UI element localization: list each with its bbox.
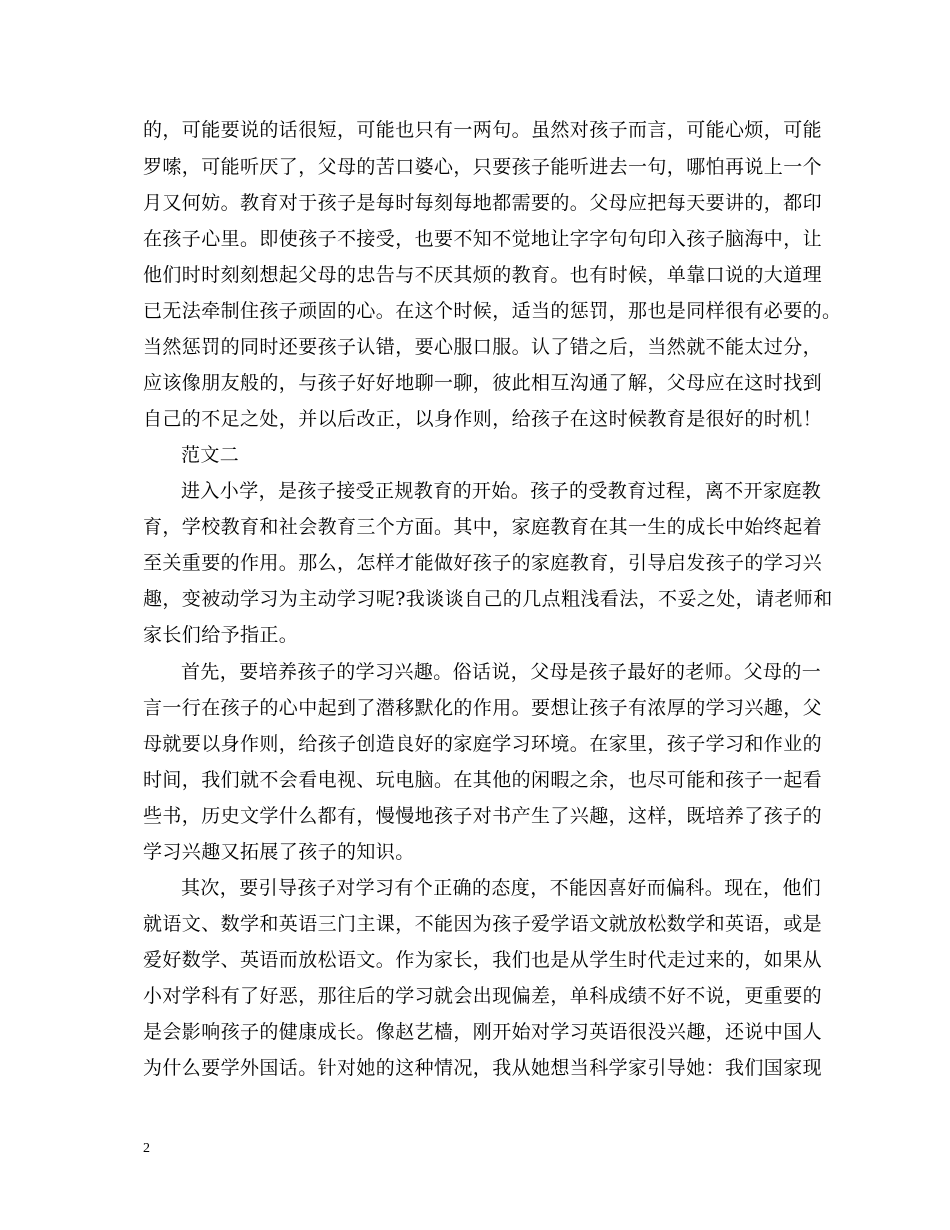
text-line: 育，学校教育和社会教育三个方面。其中，家庭教育在其一生的成长中始终起着 — [143, 516, 823, 538]
text-line: 学习兴趣又拓展了孩子的知识。 — [143, 841, 415, 863]
text-line: 他们时时刻刻想起父母的忠告与不厌其烦的教育。也有时候，单靠口说的大道理 — [143, 264, 823, 286]
text-line: 月又何妨。教育对于孩子是每时每刻每地都需要的。父母应把每天要讲的，都印 — [143, 192, 823, 214]
text-line: 在孩子心里。即使孩子不接受，也要不知不觉地让字字句句印入孩子脑海中，让 — [143, 228, 823, 250]
text-line: 母就要以身作则，给孩子创造良好的家庭学习环境。在家里，孩子学习和作业的 — [143, 733, 823, 755]
text-line: 小对学科有了好恶，那往后的学习就会出现偏差，单科成绩不好不说，更重要的 — [143, 985, 823, 1007]
text-line: 的，可能要说的话很短，可能也只有一两句。虽然对孩子而言，可能心烦，可能 — [143, 119, 823, 141]
text-line: 首先，要培养孩子的学习兴趣。俗话说，父母是孩子最好的老师。父母的一 — [181, 661, 822, 683]
text-line: 言一行在孩子的心中起到了潜移默化的作用。要想让孩子有浓厚的学习兴趣，父 — [143, 697, 823, 719]
text-line: 些书，历史文学什么都有，慢慢地孩子对书产生了兴趣，这样，既培养了孩子的 — [143, 805, 823, 827]
section-heading: 范文二 — [181, 444, 240, 466]
text-line: 是会影响孩子的健康成长。像赵艺樯，刚开始对学习英语很没兴趣，还说中国人 — [143, 1021, 823, 1043]
text-line: 其次，要引导孩子对学习有个正确的态度，不能因喜好而偏科。现在，他们 — [181, 877, 822, 899]
text-line: 爱好数学、英语而放松语文。作为家长，我们也是从学生时代走过来的，如果从 — [143, 949, 823, 971]
text-line: 自己的不足之处，并以后改正，以身作则，给孩子在这时候教育是很好的时机！ — [143, 408, 823, 430]
page-number: 2 — [143, 1141, 150, 1156]
text-line: 至关重要的作用。那么，怎样才能做好孩子的家庭教育，引导启发孩子的学习兴 — [143, 552, 823, 574]
text-line: 趣，变被动学习为主动学习呢?我谈谈自己的几点粗浅看法，不妥之处，请老师和 — [143, 588, 833, 610]
text-line: 进入小学，是孩子接受正规教育的开始。孩子的受教育过程，离不开家庭教 — [181, 480, 822, 502]
text-line: 应该像朋友般的，与孩子好好地聊一聊，彼此相互沟通了解，父母应在这时找到 — [143, 372, 823, 394]
text-line: 当然惩罚的同时还要孩子认错，要心服口服。认了错之后，当然就不能太过分， — [143, 336, 823, 358]
text-line: 时间，我们就不会看电视、玩电脑。在其他的闲暇之余，也尽可能和孩子一起看 — [143, 769, 823, 791]
text-line: 已无法牵制住孩子顽固的心。在这个时候，适当的惩罚，那也是同样很有必要的。 — [143, 300, 842, 322]
text-line: 家长们给予指正。 — [143, 624, 299, 646]
text-line: 罗嗦，可能听厌了，父母的苦口婆心，只要孩子能听进去一句，哪怕再说上一个 — [143, 156, 823, 178]
text-line: 就语文、数学和英语三门主课，不能因为孩子爱学语文就放松数学和英语，或是 — [143, 913, 823, 935]
text-line: 为什么要学外国话。针对她的这种情况，我从她想当科学家引导她：我们国家现 — [143, 1057, 823, 1079]
